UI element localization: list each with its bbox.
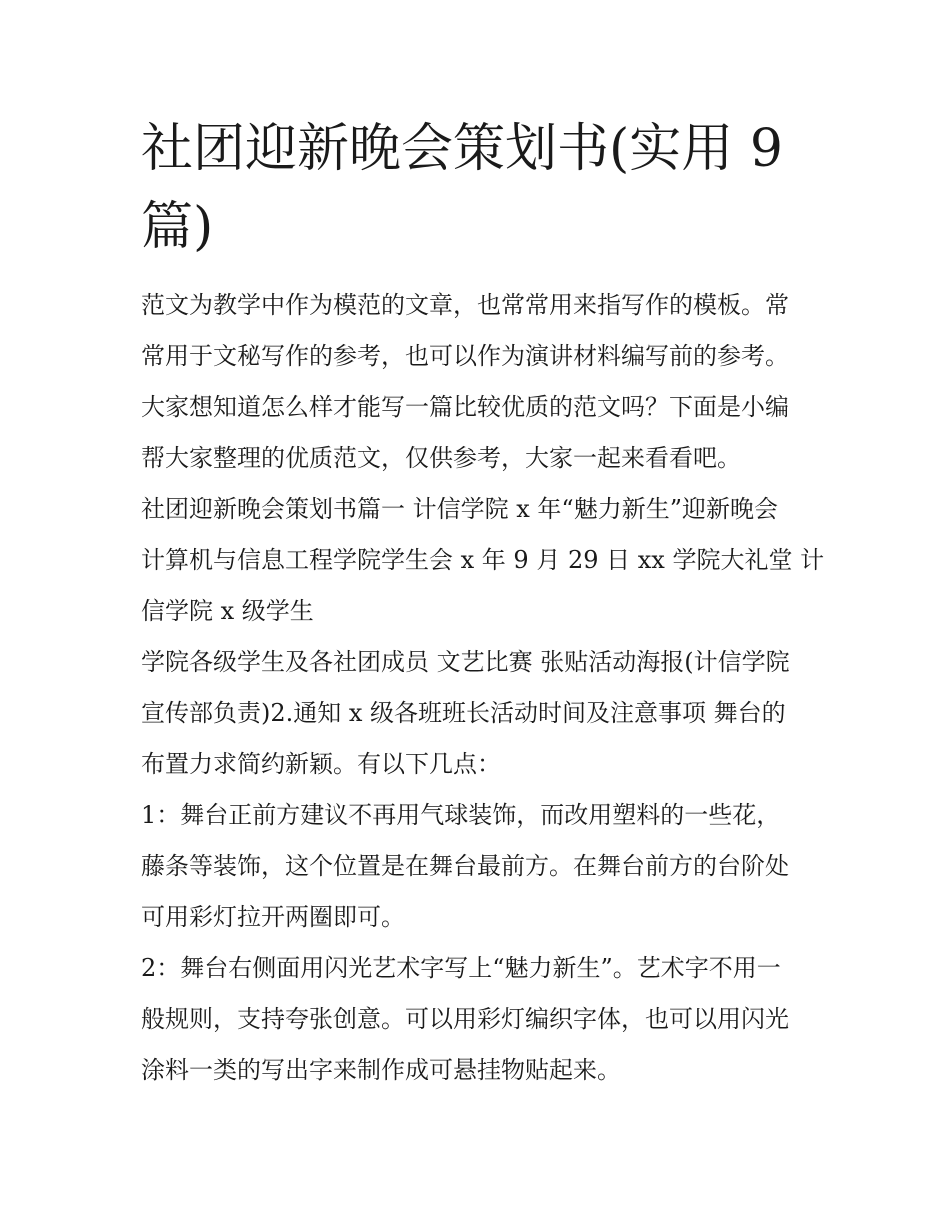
text-line: 布置力求简约新颖。有以下几点： — [141, 750, 501, 778]
text-line: 可用彩灯拉开两圈即可。 — [141, 903, 405, 931]
title-line-2: 篇) — [141, 197, 214, 257]
event-info-paragraph — [141, 484, 825, 637]
text-line: 信学院 x 级学生 — [141, 597, 314, 625]
text-line: 般规则，支持夸张创意。可以用彩灯编织字体，也可以用闪光 — [141, 1005, 789, 1033]
text-line: 社团迎新晚会策划书篇一 计信学院 x 年“魅力新生”迎新晚会 — [141, 495, 778, 523]
text-line: 计算机与信息工程学院学生会 x 年 9 月 29 日 xx 学院大礼堂 计 — [141, 546, 825, 574]
text-line: 常用于文秘写作的参考，也可以作为演讲材料编写前的参考。 — [141, 342, 789, 370]
participants-paragraph — [141, 637, 821, 790]
text-line: 学院各级学生及各社团成员 文艺比赛 张贴活动海报(计信学院 — [141, 648, 790, 676]
title-line-1: 社团迎新晚会策划书(实用 9 — [141, 119, 783, 179]
text-line: 宣传部负责)2.通知 x 级各班班长活动时间及注意事项 舞台的 — [141, 699, 786, 727]
text-line: 大家想知道怎么样才能写一篇比较优质的范文吗？下面是小编 — [141, 393, 789, 421]
point-1-paragraph — [141, 790, 821, 943]
text-line: 1：舞台正前方建议不再用气球装饰，而改用塑料的一些花， — [141, 801, 781, 829]
text-line: 涂料一类的写出字来制作成可悬挂物贴起来。 — [141, 1056, 621, 1084]
document-title — [141, 110, 801, 266]
text-line: 藤条等装饰，这个位置是在舞台最前方。在舞台前方的台阶处 — [141, 852, 789, 880]
text-line: 帮大家整理的优质范文，仅供参考，大家一起来看看吧。 — [141, 444, 741, 472]
text-line: 2：舞台右侧面用闪光艺术字写上“魅力新生”。艺术字不用一 — [141, 954, 781, 982]
text-line: 范文为教学中作为模范的文章，也常常用来指写作的模板。常 — [141, 291, 789, 319]
intro-paragraph — [141, 280, 821, 484]
document-body — [141, 280, 825, 1096]
point-2-paragraph — [141, 943, 821, 1096]
